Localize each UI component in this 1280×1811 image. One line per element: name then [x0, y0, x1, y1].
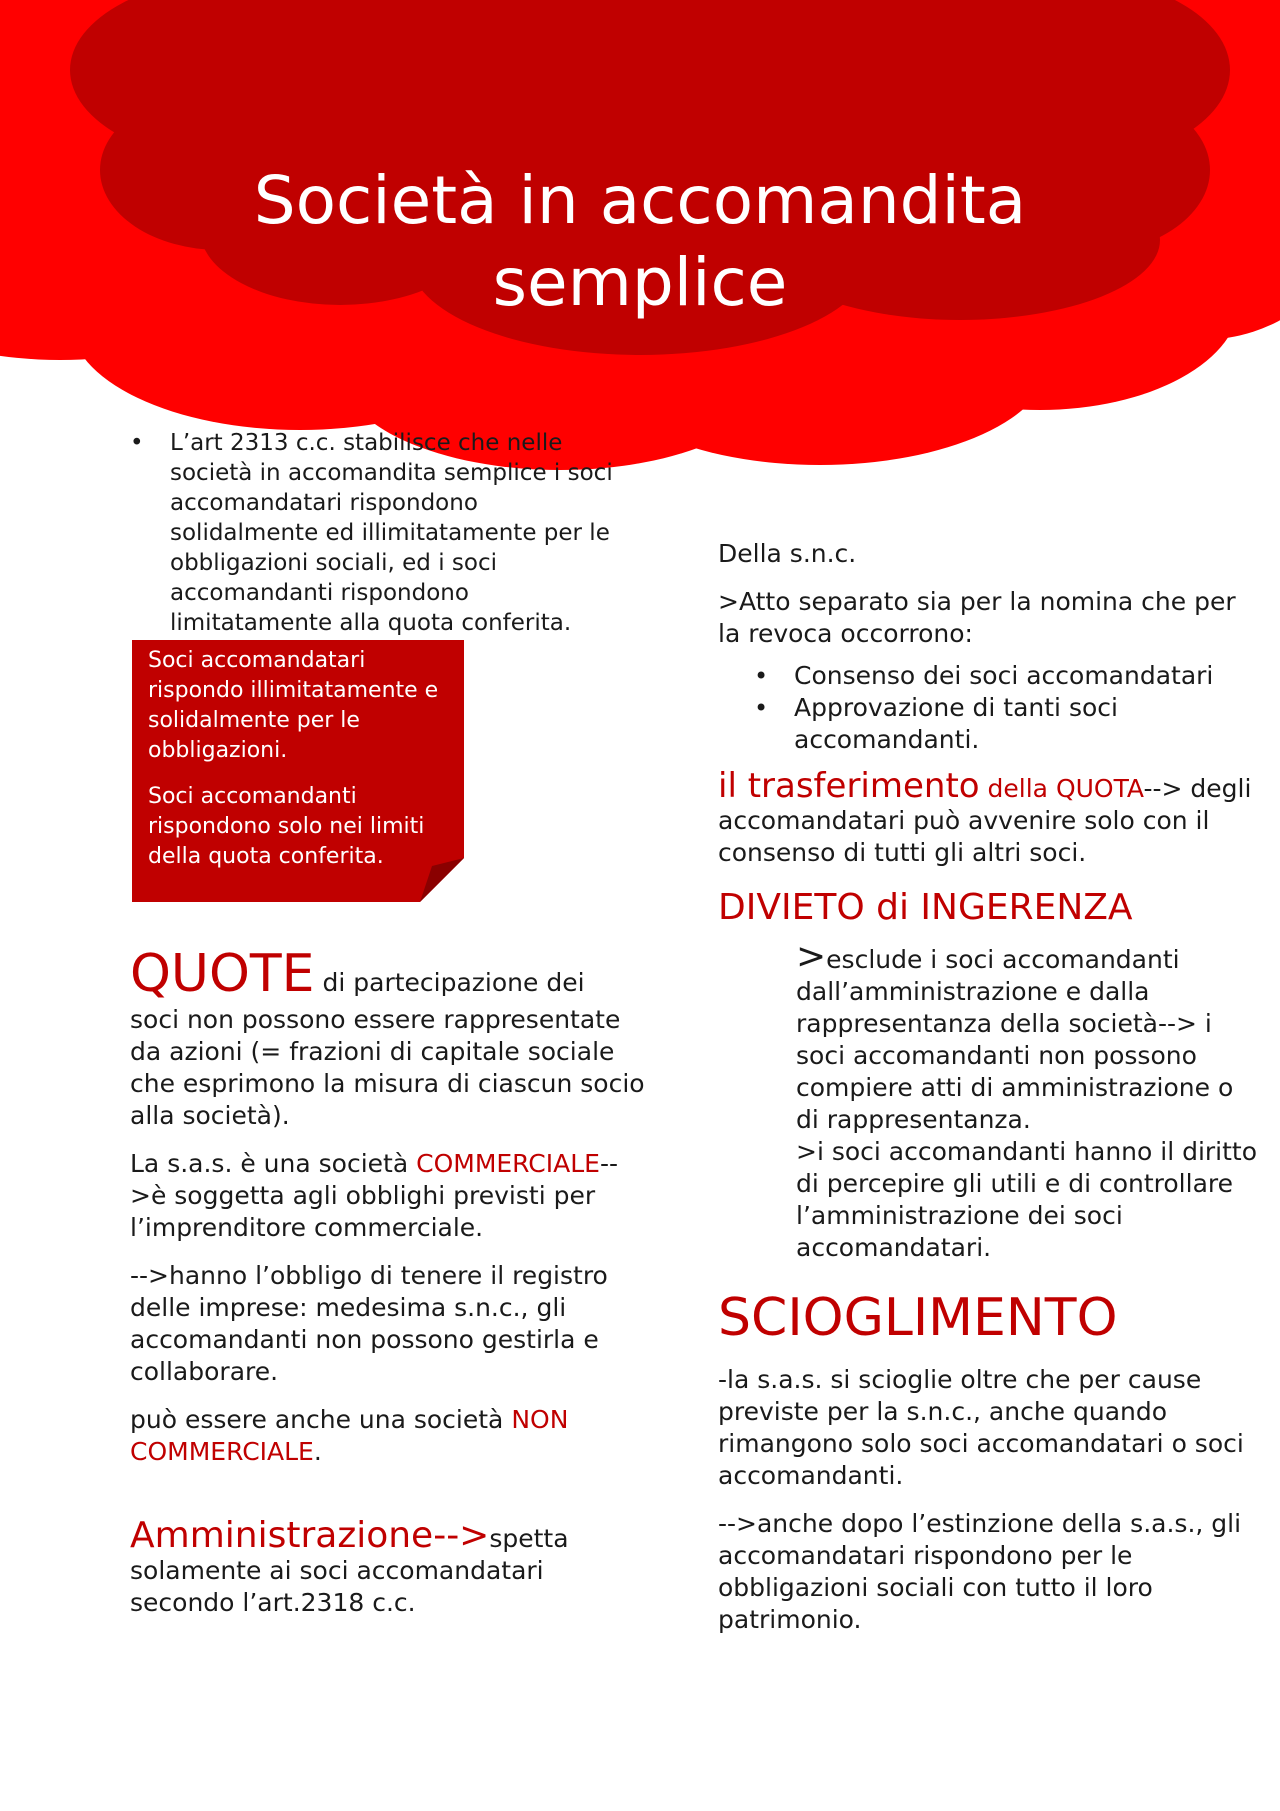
intro-section: [130, 428, 650, 638]
trasferimento-paragraph: [718, 766, 1258, 869]
divieto-section: [718, 936, 1258, 1264]
commerciale-post: -->è soggetta agli obblighi previsti per l’imprenditore commerciale.: [130, 1149, 619, 1242]
divieto-paragraph-2: >i soci accomandanti hanno il diritto di percepire gli utili e di controllare l’amministrazione dei soci accomandatari.: [796, 1137, 1258, 1262]
scioglimento-heading: SCIOGLIMENTO: [718, 1288, 1118, 1348]
noncomm-keyword: NON COMMERCIALE: [130, 1405, 569, 1466]
registro-paragraph: -->hanno l’obbligo di tenere il registro delle imprese: medesima s.n.c., gli accomandanti non possono gestirla e collaborare.: [130, 1261, 608, 1386]
list-item: [754, 660, 1258, 692]
amministrazione-paragraph: [130, 1515, 650, 1619]
sticky-note: [132, 640, 464, 902]
bullet-dot: •: [754, 662, 769, 690]
scioglimento-paragraph-2: -->anche dopo l’estinzione della s.a.s., gli accomandatari rispondono per le obbligazioni sociali con tutto il loro patrimonio.: [718, 1509, 1242, 1634]
snc-paragraph: Della s.n.c.: [718, 539, 857, 568]
quote-heading: QUOTE: [130, 944, 315, 1004]
trasferimento-heading: il trasferimento: [718, 766, 980, 806]
list-item-text: Consenso dei soci accomandatari: [794, 661, 1214, 690]
non-commerciale-paragraph: [130, 1404, 650, 1468]
note-text-accomandanti: Soci accomandanti rispondono solo nei limiti della quota conferita.: [148, 784, 425, 869]
divieto-paragraph-1: [796, 936, 1258, 1136]
note-page-curl: [420, 858, 464, 902]
bullet-dot: •: [754, 694, 769, 722]
quote-text: soci non possono essere rappresentate da azioni (= frazioni di capitale sociale che esprimono la misura di ciascun socio alla società).: [130, 1005, 645, 1130]
atto-paragraph: >Atto separato sia per la nomina che per la revoca occorrono:: [718, 587, 1236, 648]
amministrazione-inline: spetta: [489, 1524, 569, 1553]
scioglimento-paragraph-1: -la s.a.s. si scioglie oltre che per cause previste per la s.n.c., anche quando rimangono solo soci accomandatari o soci accomandanti.: [718, 1365, 1244, 1490]
noncomm-post: .: [313, 1437, 322, 1466]
noncomm-pre: può essere anche una società: [130, 1405, 512, 1434]
note-text-accomandatari: Soci accomandatari rispondo illimitatamente e solidalmente per le obbligazioni.: [148, 648, 439, 763]
divieto-text-1: esclude i soci accomandanti dall’amministrazione e dalla rappresentanza della società--> i soci accomandanti non possono compiere atti di amministrazione o di rappresentanza.: [796, 945, 1234, 1134]
quote-paragraph: [130, 944, 650, 1132]
divieto-arrow: >: [796, 936, 827, 977]
right-column: [718, 538, 1258, 1652]
divieto-heading: DIVIETO di INGERENZA: [718, 887, 1133, 928]
list-item-text: Approvazione di tanti soci accomandanti.: [794, 693, 1118, 754]
trasferimento-keyword: della QUOTA: [979, 774, 1144, 803]
amministrazione-heading: Amministrazione-->: [130, 1515, 490, 1556]
consent-list: [754, 660, 1258, 756]
amministrazione-text: solamente ai soci accomandatari secondo l’art.2318 c.c.: [130, 1556, 544, 1617]
commerciale-pre: La s.a.s. è una società: [130, 1149, 417, 1178]
list-item: [754, 692, 1258, 756]
commerciale-paragraph: [130, 1148, 650, 1244]
bullet-dot: •: [130, 430, 144, 456]
left-column: [130, 944, 650, 1635]
commerciale-keyword: COMMERCIALE: [416, 1149, 600, 1178]
trasferimento-text: --> degli accomandatari può avvenire solo con il consenso di tutti gli altri soci.: [718, 774, 1252, 867]
page-title: Società in accomandita semplice: [253, 162, 1027, 321]
quote-inline-text: di partecipazione dei: [314, 968, 585, 997]
intro-bullet: [130, 428, 620, 638]
intro-bullet-text: L’art 2313 c.c. stabilisce che nelle società in accomandita semplice i soci accomandatari rispondono solidalmente ed illimitatamente per le obbligazioni sociali, ed i soci accomandanti rispondono limitatamente alla quota conferita.: [170, 430, 613, 636]
